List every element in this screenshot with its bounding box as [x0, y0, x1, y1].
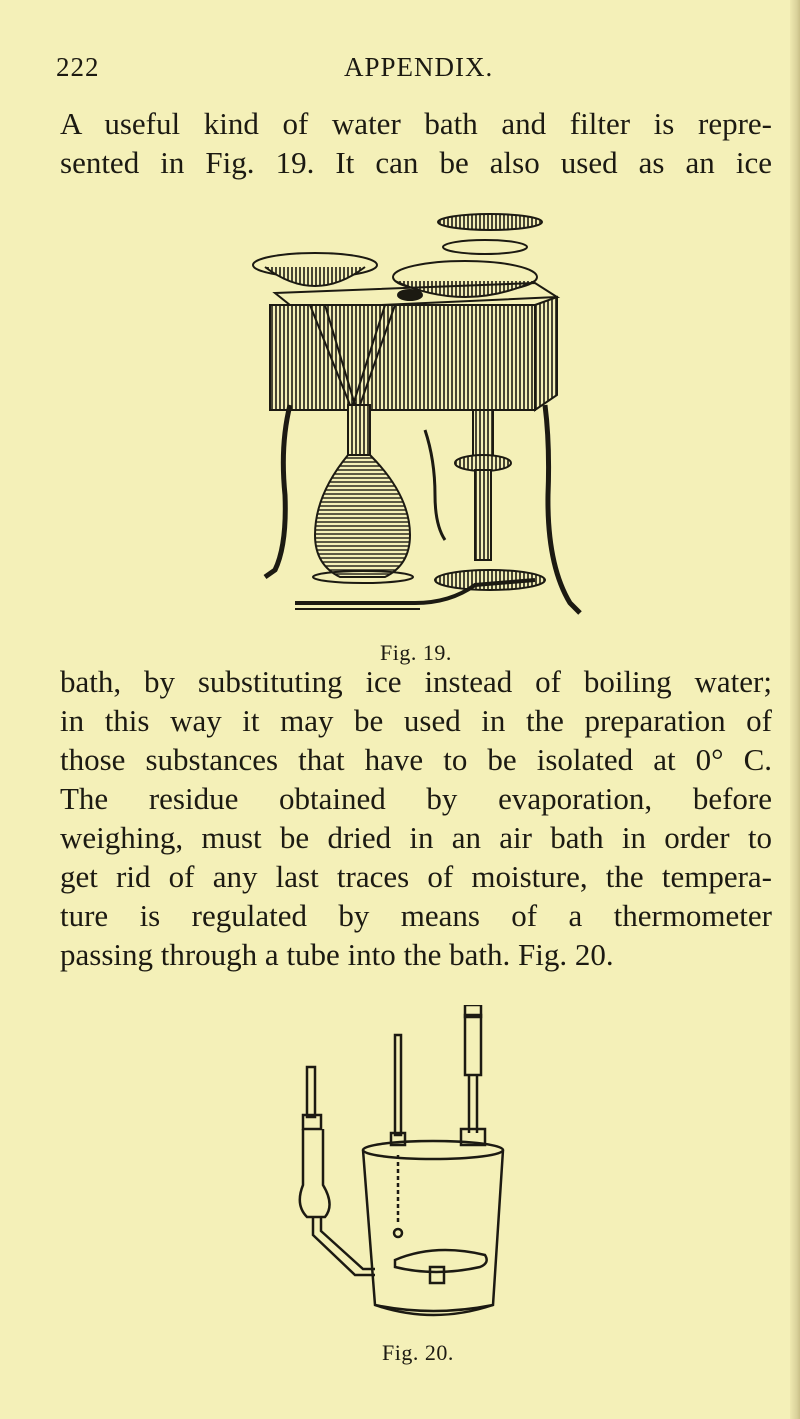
text-line: passing through a tube into the bath. Fig. 20. [60, 937, 614, 972]
text-line: weighing, must be dried in an air bath in order to [60, 820, 772, 855]
text-line: sented in Fig. 19. It can be also used as an ice [60, 145, 772, 180]
figure-19-caption: Fig. 19. [380, 640, 452, 665]
figure-19-water-bath-illustration [235, 205, 620, 625]
text-line: The residue obtained by evaporation, before [60, 781, 772, 816]
running-head: APPENDIX. [344, 52, 494, 82]
paragraph-intro [60, 104, 772, 182]
page-number: 222 [56, 52, 100, 82]
text-line: those substances that have to be isolated at 0° C. [60, 742, 772, 777]
text-line: in this way it may be used in the preparation of [60, 703, 772, 738]
paragraph-body [60, 662, 772, 974]
text-line: A useful kind of water bath and filter is repre- [60, 106, 772, 141]
text-line: bath, by substituting ice instead of boiling water; [60, 664, 772, 699]
figure-20-air-bath-illustration [285, 1005, 530, 1335]
page-header [56, 52, 716, 92]
text-line: get rid of any last traces of moisture, the tempera- [60, 859, 772, 894]
figure-20-caption: Fig. 20. [382, 1340, 454, 1365]
text-line: ture is regulated by means of a thermometer [60, 898, 772, 933]
page-edge [790, 0, 800, 1419]
